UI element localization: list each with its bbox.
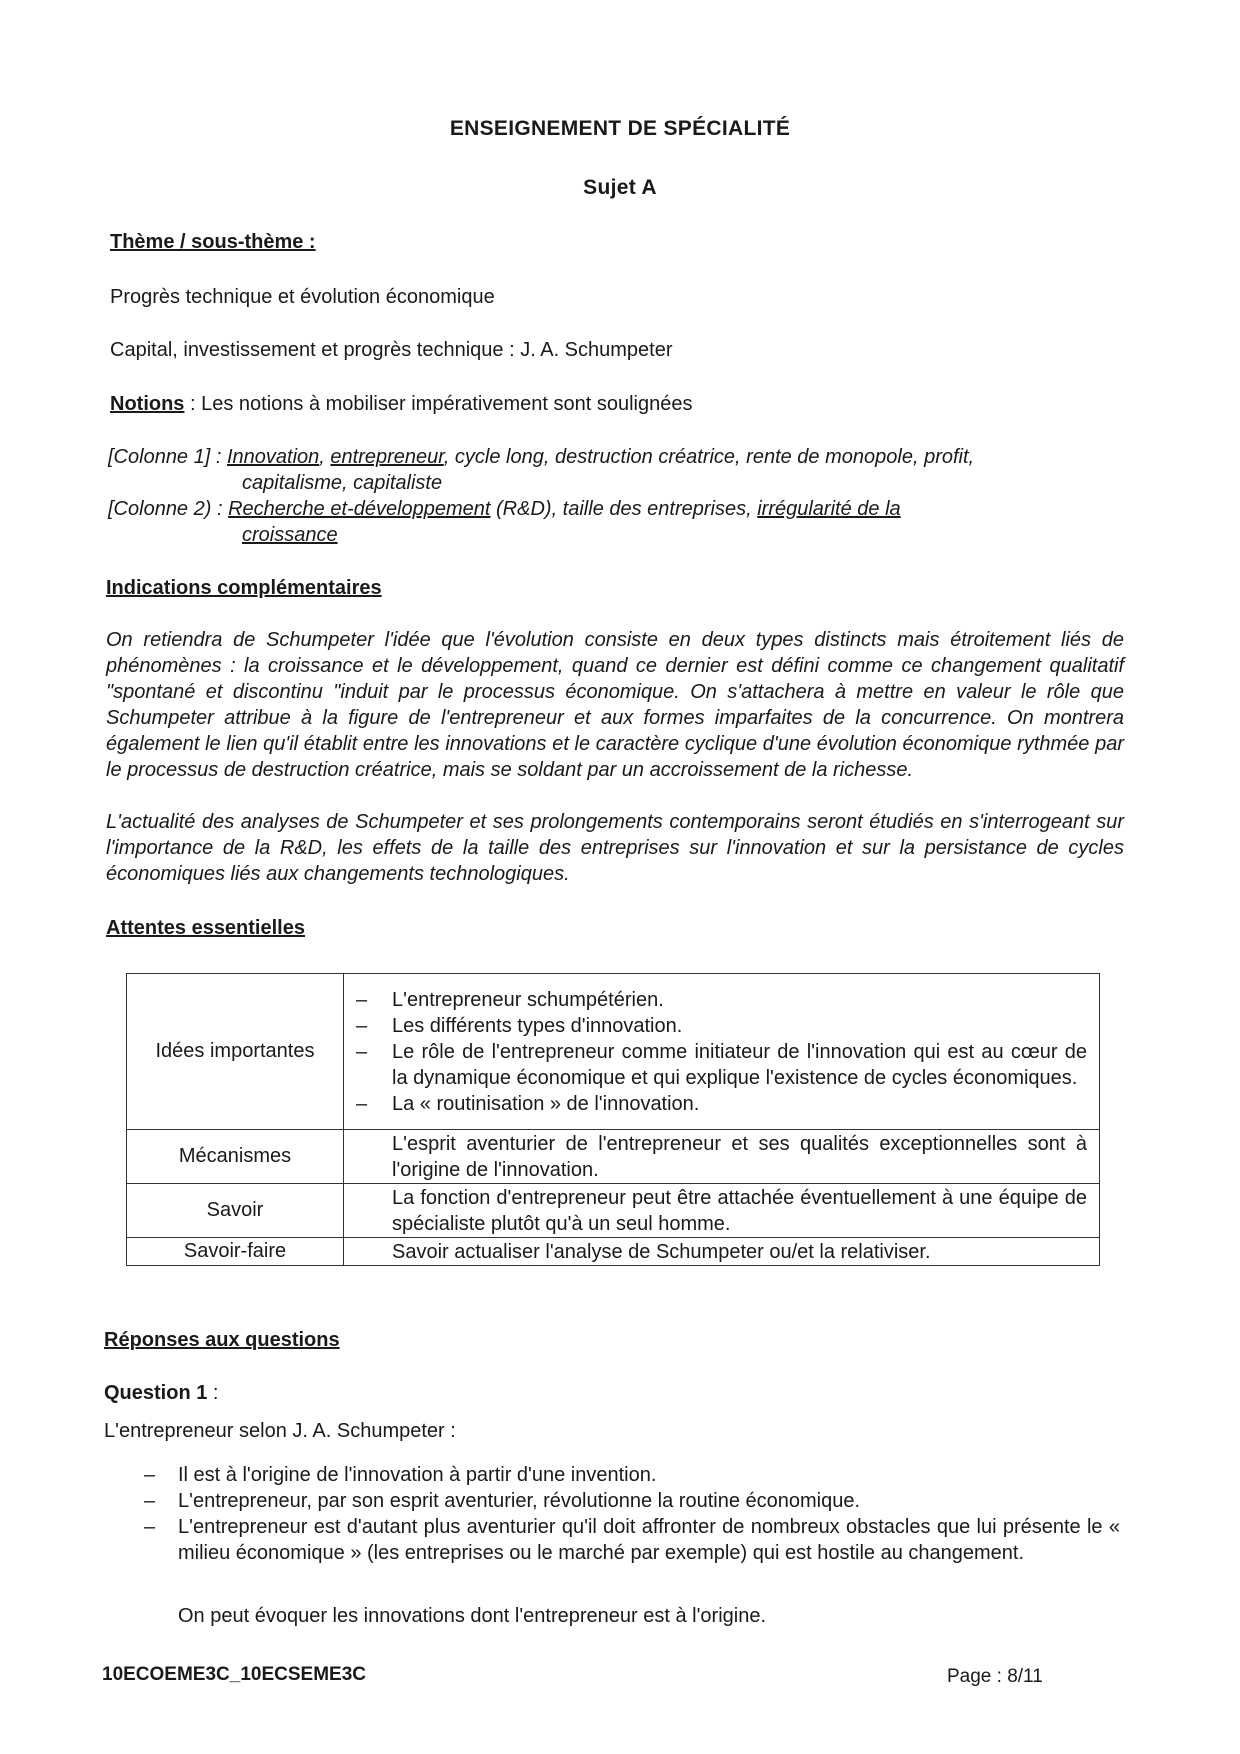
attentes-table — [126, 973, 1100, 1266]
list-item: – Les différents types d'innovation. — [344, 1013, 1099, 1039]
column1-prefix: [Colonne 1] : — [108, 446, 227, 468]
row-label-savoir-faire: Savoir-faire — [127, 1238, 344, 1266]
notions-label: Notions — [110, 393, 185, 415]
column1-rest: , cycle long, destruction créatrice, rente de monopole, profit, — [443, 446, 975, 468]
question-1-title — [104, 1380, 218, 1406]
list-item: – L'entrepreneur schumpétérien. — [344, 987, 1099, 1013]
notion-rd: Recherche et-développement — [228, 498, 491, 520]
row-label-idees: Idées importantes — [127, 974, 344, 1130]
question-1-list — [150, 1462, 1120, 1566]
row-content-idees — [344, 974, 1100, 1130]
table-row — [127, 1130, 1100, 1184]
notions-line — [110, 391, 692, 417]
table-row — [127, 974, 1100, 1130]
column2-line2: croissance — [242, 524, 338, 546]
notion-separator: , — [319, 446, 331, 468]
list-item: – L'entrepreneur est d'autant plus aventurier qu'il doit affronter de nombreux obstacles que lui présente le « milieu économique » (les entreprises ou le marché par exemple) qui est hostile au changement. — [150, 1514, 1120, 1566]
row-content-savoir: La fonction d'entrepreneur peut être attachée éventuellement à une équipe de spécialiste plutôt qu'à un seul homme. — [392, 1186, 1087, 1235]
subtheme-line: Capital, investissement et progrès technique : J. A. Schumpeter — [110, 339, 673, 361]
document-code: 10ECOEME3C_10ECSEME3C — [102, 1664, 366, 1685]
question-1-intro: L'entrepreneur selon J. A. Schumpeter : — [104, 1420, 456, 1442]
subject-label: Sujet A — [583, 176, 657, 199]
list-item: – L'entrepreneur, par son esprit aventurier, révolutionne la routine économique. — [150, 1488, 1120, 1514]
question-1-label: Question 1 — [104, 1382, 208, 1404]
page-number: Page : 8/11 — [947, 1666, 1043, 1687]
list-item: – Le rôle de l'entrepreneur comme initiateur de l'innovation qui est au cœur de la dynamique économique et qui explique l'existence de cycles économiques. — [344, 1039, 1099, 1091]
document-title: ENSEIGNEMENT DE SPÉCIALITÉ — [449, 117, 791, 140]
notion-innovation: Innovation — [226, 446, 320, 468]
column2-prefix: [Colonne 2) : — [108, 498, 229, 520]
column2-mid: (R&D), taille des entreprises, — [490, 498, 758, 520]
table-row — [127, 1238, 1100, 1266]
list-item: – Il est à l'origine de l'innovation à partir d'une invention. — [150, 1462, 1120, 1488]
row-content-savoir-faire: Savoir actualiser l'analyse de Schumpeter ou/et la relativiser. — [392, 1240, 931, 1263]
indications-paragraph-2: L'actualité des analyses de Schumpeter et ses prolongements contemporains seront étudiés en s'interrogeant sur l'importance de la R&D, les effets de la taille des entreprises sur l'innovation et sur la persistance de cycles économiques liés aux changements technologiques. — [106, 811, 1124, 885]
question-1-colon: : — [207, 1382, 219, 1404]
theme-line: Progrès technique et évolution économique — [110, 286, 495, 308]
question-1-extra: On peut évoquer les innovations dont l'entrepreneur est à l'origine. — [178, 1605, 767, 1627]
notions-text: : Les notions à mobiliser impérativement sont soulignées — [184, 393, 693, 415]
column1-line — [108, 444, 974, 470]
column2-line — [108, 496, 901, 522]
table-row — [127, 1184, 1100, 1238]
list-item: – La « routinisation » de l'innovation. — [344, 1091, 1099, 1117]
row-label-mecanismes: Mécanismes — [127, 1130, 344, 1184]
notion-irregularite: irrégularité de la — [757, 498, 901, 520]
reponses-heading: Réponses aux questions — [104, 1329, 340, 1351]
notion-entrepreneur: entrepreneur — [330, 446, 444, 468]
row-label-savoir: Savoir — [127, 1184, 344, 1238]
attentes-heading: Attentes essentielles — [106, 917, 305, 939]
row-content-mecanismes: L'esprit aventurier de l'entrepreneur et ses qualités exceptionnelles sont à l'origine de l'innovation. — [392, 1132, 1087, 1181]
indications-paragraph-1: On retiendra de Schumpeter l'idée que l'évolution consiste en deux types distincts mais étroitement liés de phénomènes : la croissance et le développement, quand ce dernier est défini comme ce changement qualitatif "spontané et discontinu "induit par le processus économique. On s'attachera à mettre en valeur le rôle que Schumpeter attribue à la figure de l'entrepreneur et aux formes imparfaites de la concurrence. On montrera également le lien qu'il établit entre les innovations et le caractère cyclique d'une évolution économique rythmée par le processus de destruction créatrice, mais se soldant par un accroissement de la richesse. — [106, 629, 1124, 781]
column1-line2: capitalisme, capitaliste — [242, 472, 443, 494]
theme-heading: Thème / sous-thème : — [110, 231, 316, 253]
indications-heading: Indications complémentaires — [106, 577, 382, 599]
